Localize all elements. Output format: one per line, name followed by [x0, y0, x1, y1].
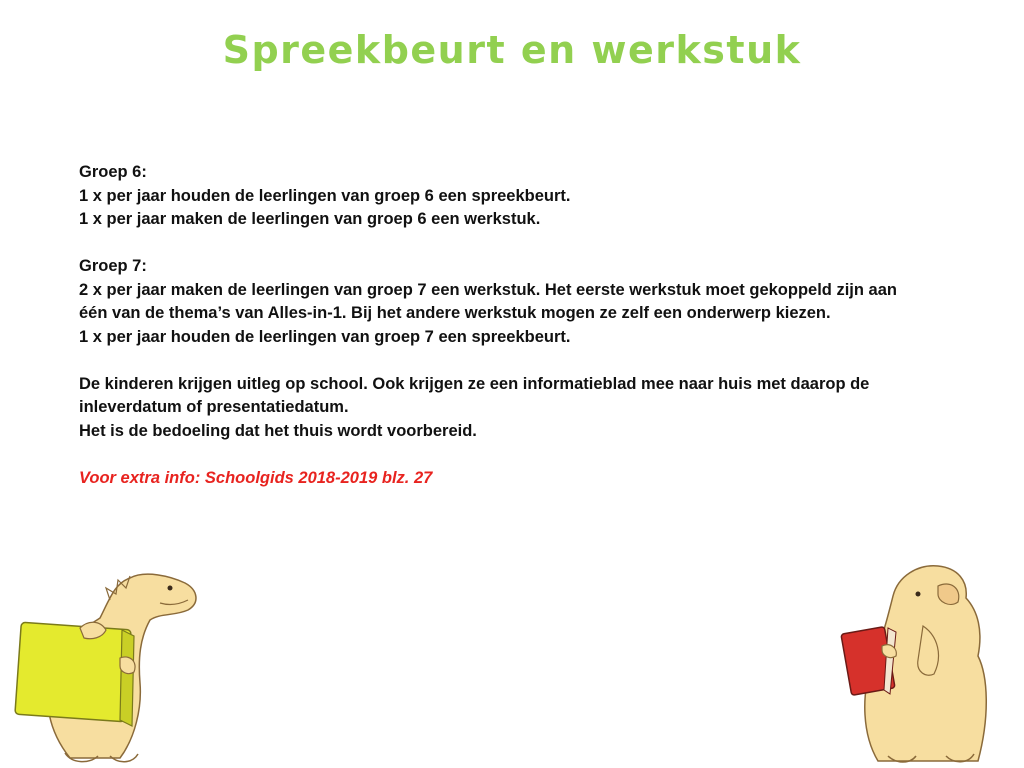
groep7-line-3: 1 x per jaar houden de leerlingen van groep 7 een spreekbeurt.: [79, 327, 571, 346]
extra-info-note: Voor extra info: Schoolgids 2018-2019 blz. 27: [79, 468, 433, 487]
groep6-line-1: 1 x per jaar houden de leerlingen van groep 6 een spreekbeurt.: [79, 186, 571, 205]
yellow-book: [15, 622, 131, 721]
info-line-2: inleverdatum of presentatiedatum.: [79, 398, 349, 416]
creature-eye: [168, 586, 173, 591]
groep7-heading: Groep 7:: [79, 257, 147, 275]
info-line-1: De kinderen krijgen uitleg op school. Ook krijgen ze een informatieblad mee naar huis met daarop de: [79, 374, 870, 393]
yellow-book-spine: [120, 630, 134, 726]
slide-title: Spreekbeurt en werkstuk: [222, 28, 802, 72]
creature-hand: [120, 657, 135, 674]
paragraph-gap: [79, 349, 959, 373]
groep7-line-2: één van de thema’s van Alles-in-1. Bij het andere werkstuk mogen ze zelf een onderwerp kiezen.: [79, 304, 831, 322]
creature-eye: [916, 592, 921, 597]
paragraph-gap: [79, 232, 959, 256]
groep6-heading: Groep 6:: [79, 163, 147, 181]
info-line-3: Het is de bedoeling dat het thuis wordt voorbereid.: [79, 421, 477, 440]
creature-with-yellow-book-illustration: [10, 558, 210, 766]
paragraph-gap: [79, 443, 959, 467]
groep7-line-1: 2 x per jaar maken de leerlingen van groep 7 een werkstuk. Het eerste werkstuk moet gekoppeld zijn aan: [79, 280, 897, 299]
creature-reading-red-book-illustration: [838, 556, 1018, 766]
slide-body: [79, 161, 959, 490]
groep6-line-2: 1 x per jaar maken de leerlingen van groep 6 een werkstuk.: [79, 210, 541, 228]
